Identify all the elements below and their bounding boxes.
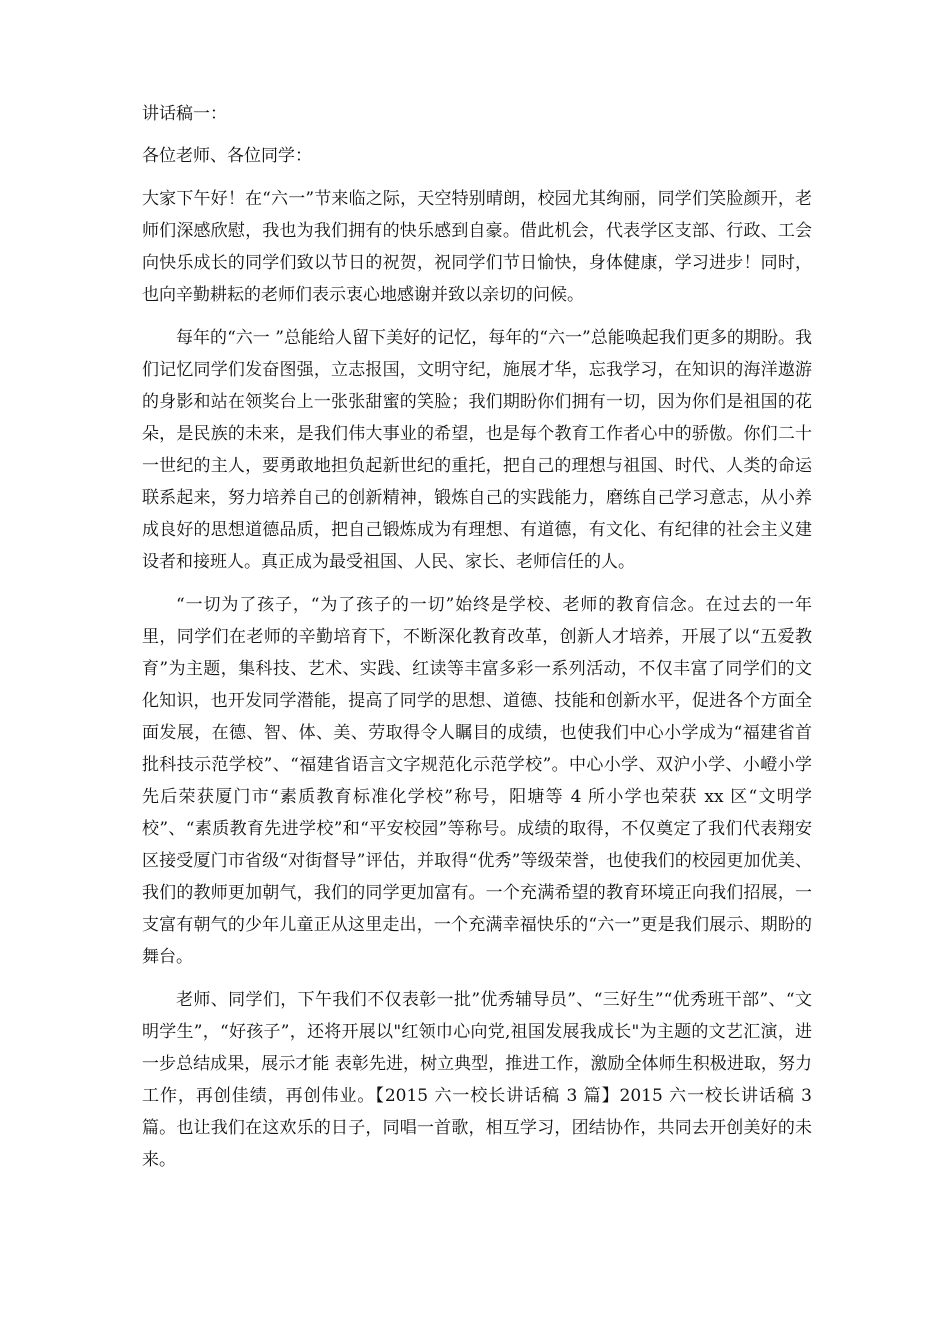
- document-heading: 讲话稿一：: [142, 104, 227, 124]
- paragraph-closing: 老师、同学们，下午我们不仅表彰一批”优秀辅导员”、“三好生”“优秀班干部”、“文明学生”，“好孩子”，还将开展以"红领巾心向党,祖国发展我成长"为主题的文艺汇演，进一步总结成果，展示才能 表彰先进，树立典型，推进工作，激励全体师生积极进取，努力工作，再创佳绩，再创伟业。【2015 六一校长讲话稿 3 篇】2015 六一校长讲话稿 3 篇。也让我们在这欢乐的日子，同唱一首歌，相互学习，团结协作，共同去开创美好的未来。: [142, 990, 812, 1170]
- paragraph-greeting: 大家下午好！在“六一”节来临之际，天空特别晴朗，校园尤其绚丽，同学们笑脸颜开，老师们深感欣慰，我也为我们拥有的快乐感到自豪。借此机会，代表学区支部、行政、工会向快乐成长的同学们致以节日的祝贺，祝同学们节日愉快，身体健康，学习进步！同时，也向辛勤耕耘的老师们表示衷心地感谢并致以亲切的问候。: [142, 189, 812, 305]
- paragraph-expectations: 每年的“六一 ”总能给人留下美好的记忆，每年的“六一”总能唤起我们更多的期盼。我们记忆同学们发奋图强，立志报国，文明守纪，施展才华，忘我学习，在知识的海洋遨游的身影和站在领奖台上一张张甜蜜的笑脸；我们期盼你们拥有一切，因为你们是祖国的花朵，是民族的未来，是我们伟大事业的希望，也是每个教育工作者心中的骄傲。你们二十一世纪的主人，要勇敢地担负起新世纪的重托，把自己的理想与祖国、时代、人类的命运联系起来，努力培养自己的创新精神，锻炼自己的实践能力，磨练自己学习意志，从小养成良好的思想道德品质，把自己锻炼成为有理想、有道德，有文化、有纪律的社会主义建设者和接班人。真正成为最受祖国、人民、家长、老师信任的人。: [142, 328, 812, 572]
- document-body: [142, 98, 812, 1187]
- paragraph-achievements: “一切为了孩子，“为了孩子的一切”始终是学校、老师的教育信念。在过去的一年里，同学们在老师的辛勤培育下，不断深化教育改革，创新人才培养，开展了以“五爱教育”为主题，集科技、艺术、实践、红读等丰富多彩一系列活动，不仅丰富了同学们的文化知识，也开发同学潜能，提高了同学的思想、道德、技能和创新水平，促进各个方面全面发展，在德、智、体、美、劳取得令人瞩目的成绩，也使我们中心小学成为“福建省首批科技示范学校”、“福建省语言文字规范化示范学校”。中心小学、双沪小学、小嶝小学先后荣获厦门市“素质教育标准化学校”称号，阳塘等 4 所小学也荣获 xx 区“文明学校”、“素质教育先进学校”和“平安校园”等称号。成绩的取得，不仅奠定了我们代表翔安区接受厦门市省级“对街督导”评估，并取得“优秀”等级荣誉，也使我们的校园更加优美、我们的教师更加朝气，我们的同学更加富有。一个充满希望的教育环境正向我们招展，一支富有朝气的少年儿童正从这里走出，一个充满幸福快乐的“六一”更是我们展示、期盼的舞台。: [142, 595, 812, 967]
- salutation: 各位老师、各位同学：: [142, 146, 312, 166]
